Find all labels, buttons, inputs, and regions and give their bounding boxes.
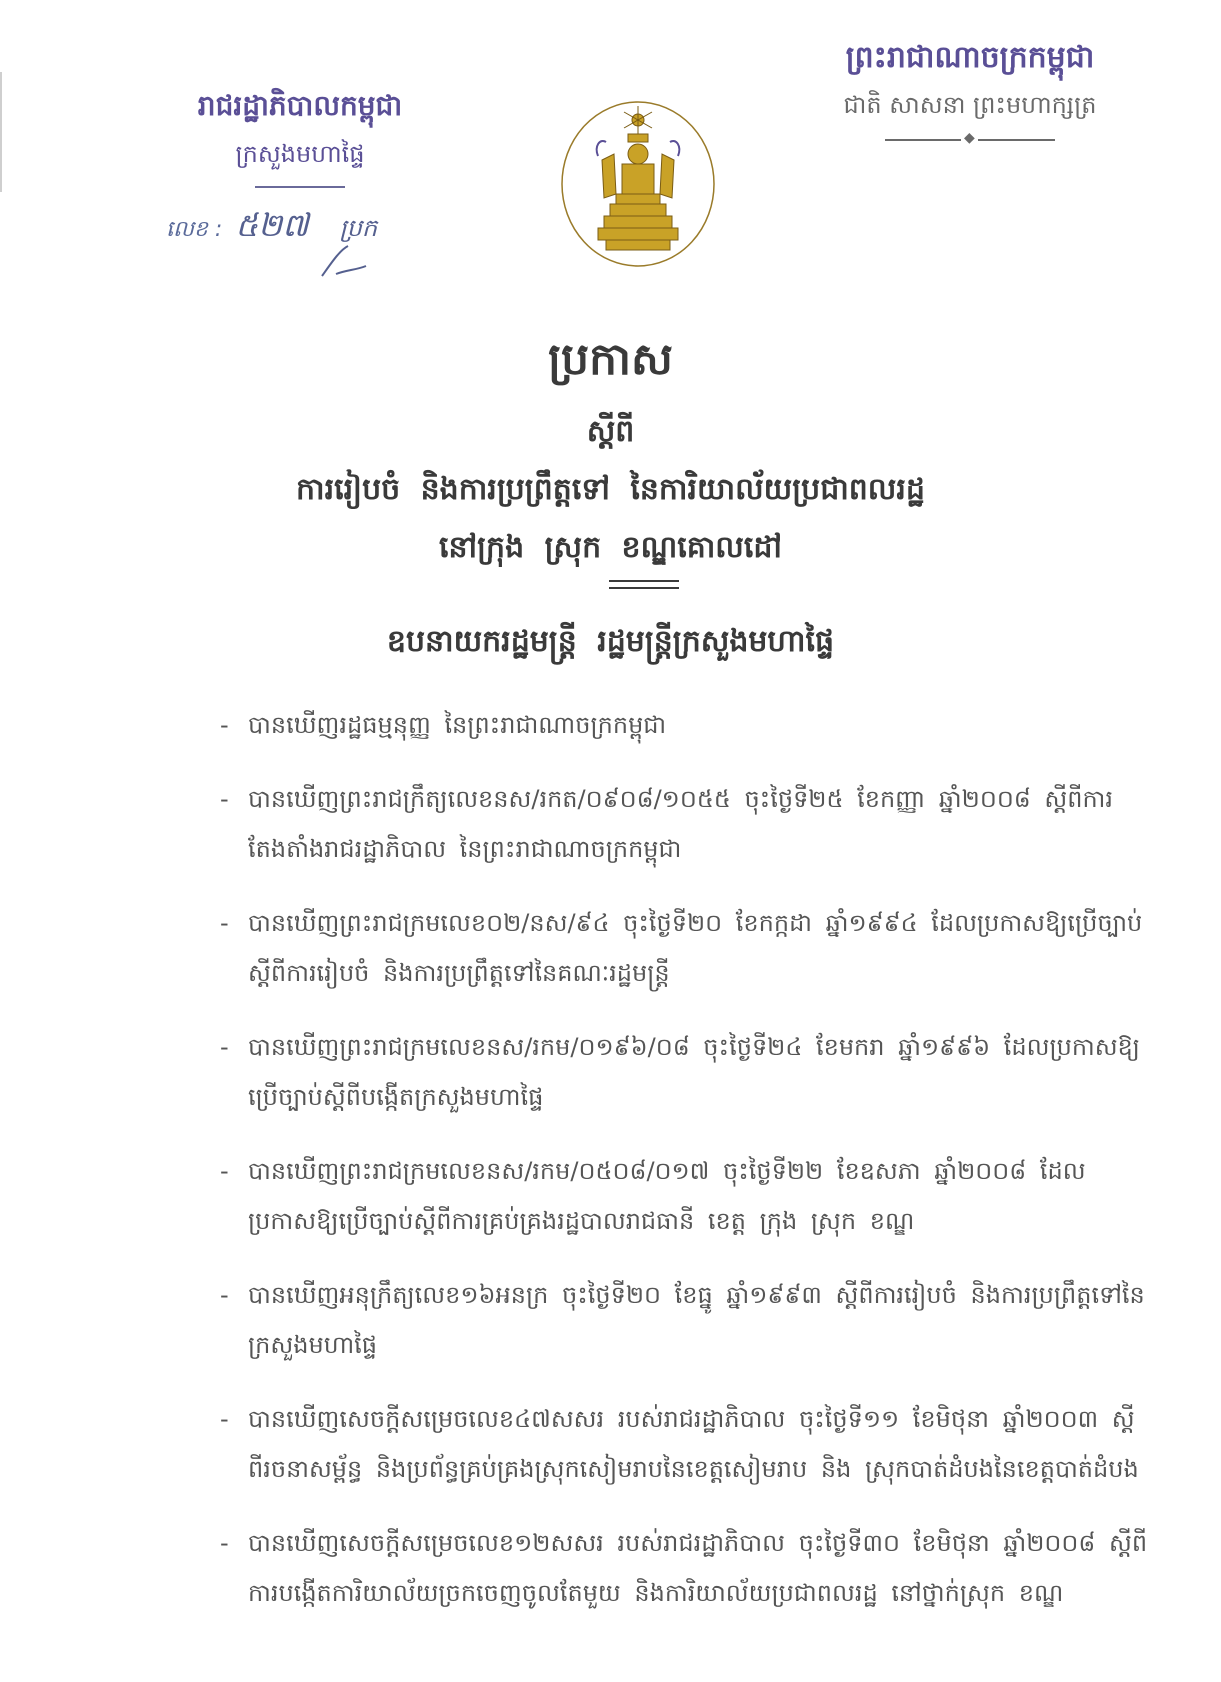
references-list [220, 700, 1160, 1642]
document-subtitle-line1: ការរៀបចំ និងការប្រព្រឹត្តទៅ នៃការិយាល័យប្រជាពលរដ្ឋ [296, 472, 925, 507]
reference-text: - បានឃើញសេចក្តីសម្រេចលេខ៤៧សសរ របស់រាជរដ្ឋាភិបាល ចុះថ្ងៃទី១១ ខែមិថុនា ឆ្នាំ២០០៣ ស្តីពីរចនាសម្ព័ន្ធ និងប្រព័ន្ធគ្រប់គ្រងស្រុកសៀមរាបនៃខេត្តសៀមរាប និង ស្រុកបាត់ដំបងនៃខេត្តបាត់ដំបង [248, 1405, 1139, 1483]
ministry-ornament [255, 186, 345, 188]
national-motto: ជាតិ សាសនា ព្រះមហាក្សត្រ [843, 91, 1097, 119]
reference-text: - បានឃើញសេចក្តីសម្រេចលេខ១២សសរ របស់រាជរដ្ឋាភិបាល ចុះថ្ងៃទី៣០ ខែមិថុនា ឆ្នាំ២០០៨ ស្តីពីការបង្កើតការិយាល័យច្រកចេញចូលតែមួយ និងការិយាល័យប្រជាពលរដ្ឋ នៅថ្នាក់ស្រុក ខណ្ឌ [248, 1529, 1148, 1607]
government-name: រាជរដ្ឋាភិបាលកម្ពុជា [197, 89, 403, 122]
reference-item [220, 774, 1160, 874]
reference-item [220, 1518, 1160, 1618]
reference-item [220, 1146, 1160, 1246]
reference-item [220, 1394, 1160, 1494]
reference-item [220, 898, 1160, 998]
handwritten-mark [318, 240, 378, 280]
reference-text: - បានឃើញព្រះរាជក្រមលេខនស/រកម/០១៩៦/០៨ ចុះថ្ងៃទី២៤ ខែមករា ឆ្នាំ១៩៩៦ ដែលប្រកាសឱ្យប្រើច្បាប់ស្តីពីបង្កើតក្រសួងមហាផ្ទៃ [248, 1033, 1140, 1111]
reference-item [220, 1270, 1160, 1370]
reference-text: - បានឃើញរដ្ឋធម្មនុញ្ញ នៃព្រះរាជាណាចក្រកម្ពុជា [248, 711, 667, 739]
issuing-authority: ឧបនាយករដ្ឋមន្ត្រី រដ្ឋមន្ត្រីក្រសួងមហាផ្ទៃ [386, 624, 835, 659]
ministry-name: ក្រសួងមហាផ្ទៃ [235, 140, 365, 168]
document-title: ប្រកាស [548, 334, 673, 385]
reference-number-value: ៥២៧ [235, 206, 309, 244]
reference-text: - បានឃើញព្រះរាជក្រឹត្យលេខនស/រកត/០៩០៨/១០៥៥ ចុះថ្ងៃទី២៥ ខែកញ្ញា ឆ្នាំ២០០៨ ស្តីពីការតែងតាំងរាជរដ្ឋាភិបាល នៃព្រះរាជាណាចក្រកម្ពុជា [248, 785, 1113, 863]
reference-text: - បានឃើញព្រះរាជក្រមលេខ០២/នស/៩៤ ចុះថ្ងៃទី២០ ខែកក្កដា ឆ្នាំ១៩៩៤ ដែលប្រកាសឱ្យប្រើច្បាប់ស្តីពីការរៀបចំ និងការប្រព្រឹត្តទៅនៃគណៈរដ្ឋមន្ត្រី [248, 909, 1143, 987]
ministry-header [150, 88, 450, 188]
document-subtitle-line2: នៅក្រុង ស្រុក ខណ្ឌគោលដៅ [439, 530, 782, 565]
kingdom-header [790, 38, 1150, 141]
reference-text: - បានឃើញអនុក្រឹត្យលេខ១៦អនក្រ ចុះថ្ងៃទី២០ ខែធ្នូ ឆ្នាំ១៩៩៣ ស្តីពីការរៀបចំ និងការប្រព្រឹត្តទៅនៃក្រសួងមហាផ្ទៃ [248, 1281, 1145, 1359]
reference-text: - បានឃើញព្រះរាជក្រមលេខនស/រកម/០៥០៨/០១៧ ចុះថ្ងៃទី២២ ខែឧសភា ឆ្នាំ២០០៨ ដែលប្រកាសឱ្យប្រើច្បាប់ស្តីពីការគ្រប់គ្រងរដ្ឋបាលរាជធានី ខេត្ត ក្រុង ស្រុក ខណ្ឌ [248, 1157, 1086, 1235]
royal-coat-of-arms-emblem [558, 98, 718, 270]
document-subject: ស្តីពី [586, 414, 635, 449]
ornament-divider [885, 139, 1055, 141]
reference-suffix: ប្រក [339, 214, 378, 242]
reference-label: លេខ : [166, 217, 223, 242]
title-divider [609, 580, 679, 589]
reference-item [220, 700, 1160, 750]
kingdom-name: ព្រះរាជាណាចក្រកម្ពុជា [845, 40, 1095, 75]
reference-item [220, 1022, 1160, 1122]
